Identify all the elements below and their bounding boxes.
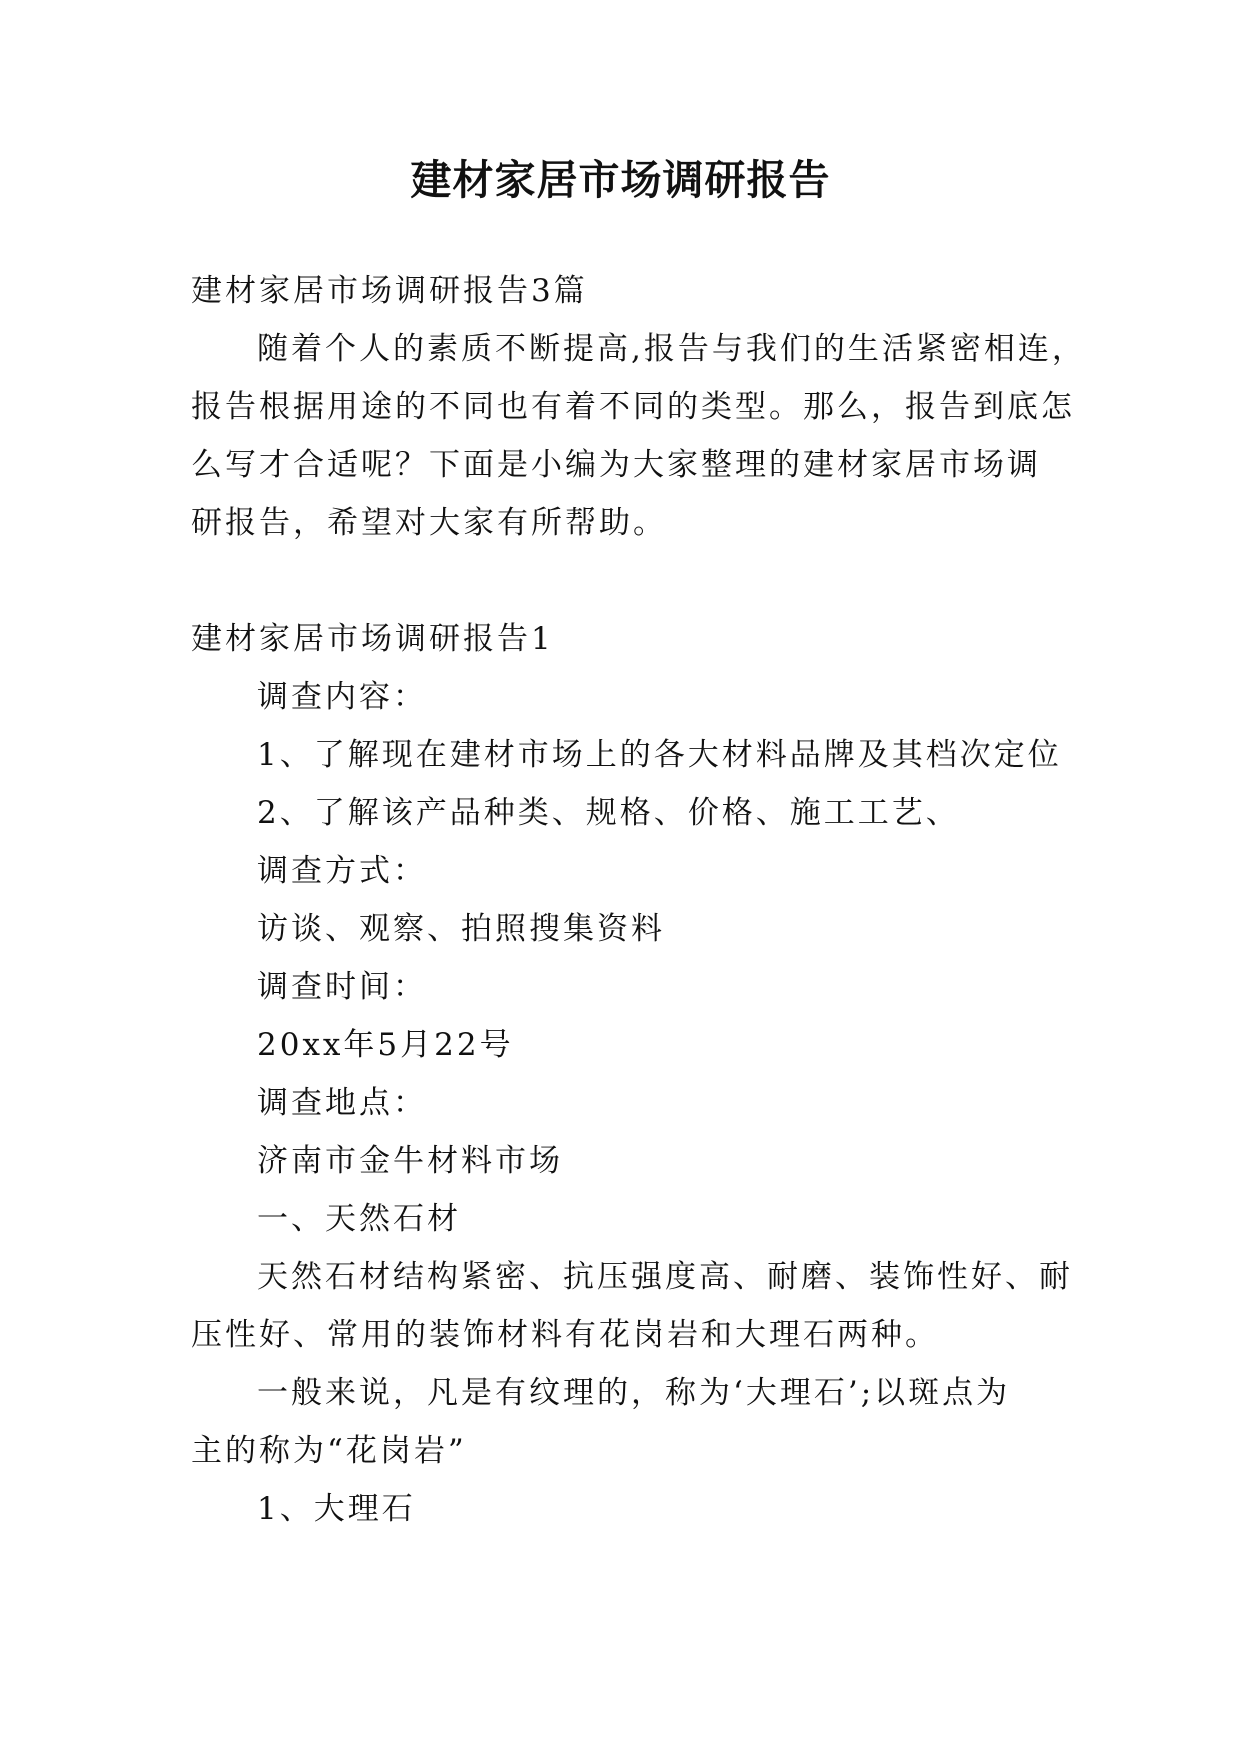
document-subtitle: 建材家居市场调研报告3篇	[191, 273, 588, 309]
part-paragraph-line-1: 天然石材结构紧密、抗压强度高、耐磨、装饰性好、耐	[257, 1259, 1073, 1295]
place-value: 济南市金牛材料市场	[257, 1143, 563, 1179]
intro-line-3: 么写才合适呢？下面是小编为大家整理的建材家居市场调	[191, 447, 1041, 483]
intro-line-4: 研报告，希望对大家有所帮助。	[191, 505, 667, 541]
section-heading: 建材家居市场调研报告1	[191, 621, 554, 657]
blank-spacer	[191, 552, 1053, 610]
time-label: 调查时间：	[257, 969, 427, 1005]
part-paragraph-line-2: 压性好、常用的装饰材料有花岗岩和大理石两种。	[191, 1317, 939, 1353]
content-label: 调查内容：	[257, 679, 427, 715]
intro-line-1: 随着个人的素质不断提高,报告与我们的生活紧密相连，	[257, 331, 1086, 367]
part-paragraph2-line-2: 主的称为“花岗岩”	[191, 1433, 467, 1469]
method-label: 调查方式：	[257, 853, 427, 889]
time-value: 20xx年5月22号	[257, 1027, 514, 1063]
part-heading: 一、天然石材	[257, 1201, 461, 1237]
place-label: 调查地点：	[257, 1085, 427, 1121]
content-item-1: 1、了解现在建材市场上的各大材料品牌及其档次定位	[257, 737, 1062, 773]
method-value: 访谈、观察、拍照搜集资料	[257, 911, 665, 947]
intro-line-2: 报告根据用途的不同也有着不同的类型。那么，报告到底怎	[191, 389, 1075, 425]
part-paragraph2-line-1: 一般来说，凡是有纹理的，称为‘大理石’;以斑点为	[257, 1375, 1011, 1411]
subheading: 1、大理石	[257, 1491, 416, 1527]
document-body	[191, 262, 1086, 1538]
document-title: 建材家居市场调研报告	[410, 156, 831, 204]
content-item-2: 2、了解该产品种类、规格、价格、施工工艺、	[257, 795, 960, 831]
